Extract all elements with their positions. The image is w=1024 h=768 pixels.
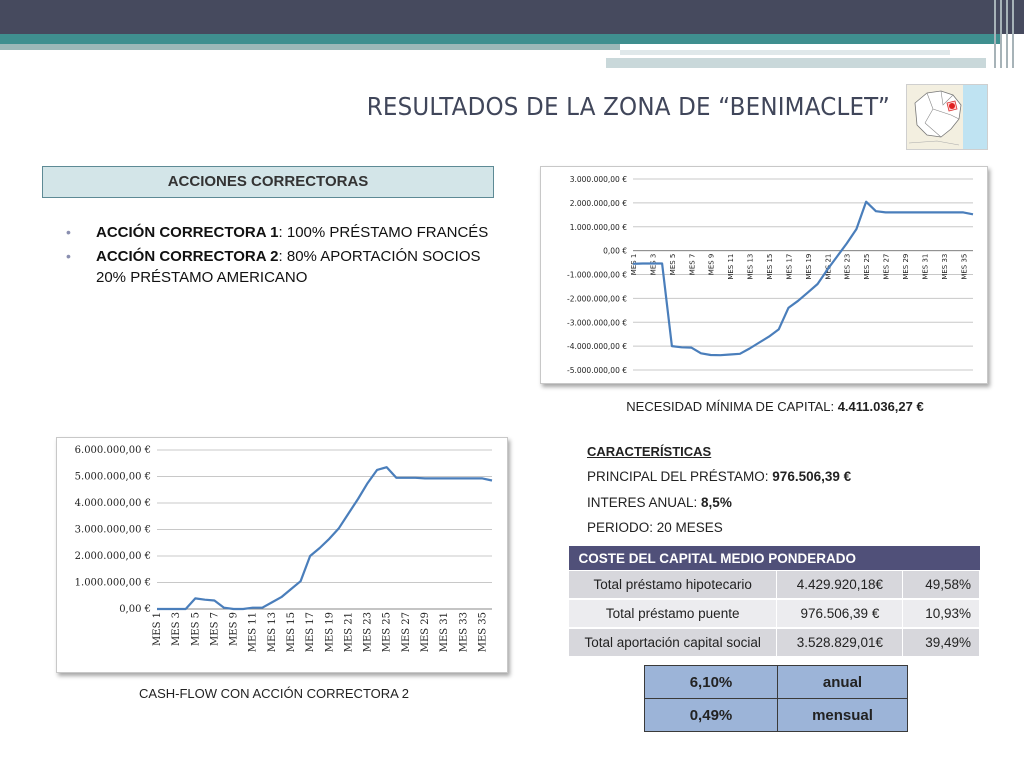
x-tick-label: MES 9 bbox=[228, 612, 240, 646]
wacc-table bbox=[568, 546, 980, 658]
y-tick-label: 2.000.000,00 € bbox=[74, 551, 151, 562]
y-tick-label: 5.000.000,00 € bbox=[74, 471, 151, 483]
x-tick-label: MES 31 bbox=[439, 612, 451, 653]
x-tick-label: MES 19 bbox=[804, 253, 813, 280]
accion-2-text: : 80% APORTACIÓN SOCIOS 20% PRÉSTAMO AMERICANO bbox=[96, 248, 481, 286]
table-cell: 976.506,39 € bbox=[777, 599, 903, 628]
cash-flow-chart bbox=[56, 437, 508, 673]
table-cell: Total aportación capital social bbox=[569, 628, 777, 657]
district-map-image bbox=[906, 84, 988, 150]
table-cell: 4.429.920,18€ bbox=[777, 571, 903, 600]
x-tick-label: MES 17 bbox=[305, 612, 317, 653]
rate-table bbox=[644, 665, 908, 732]
y-tick-label: -5.000.000,00 € bbox=[567, 366, 627, 375]
header-bar-light bbox=[606, 58, 986, 68]
header-stripe bbox=[994, 0, 996, 68]
bullet-icon: • bbox=[66, 248, 71, 264]
acciones-list bbox=[64, 222, 494, 291]
wacc-table-header: COSTE DEL CAPITAL MEDIO PONDERADO bbox=[569, 546, 980, 571]
header-stripe bbox=[1000, 0, 1002, 68]
x-tick-label: MES 23 bbox=[362, 612, 374, 653]
y-tick-label: 0,00 € bbox=[119, 604, 151, 615]
x-tick-label: MES 1 bbox=[630, 253, 638, 276]
rate-value: 6,10% bbox=[645, 666, 778, 699]
list-item bbox=[64, 246, 494, 288]
capital-need-chart-svg bbox=[541, 167, 987, 383]
y-tick-label: -1.000.000,00 € bbox=[567, 270, 627, 280]
header-bar-gray bbox=[0, 44, 620, 50]
table-cell: 49,58% bbox=[903, 571, 980, 600]
y-tick-label: 3.000.000,00 € bbox=[74, 524, 151, 536]
x-tick-label: MES 7 bbox=[209, 612, 221, 646]
header-stripe bbox=[1006, 0, 1008, 68]
principal-label: PRINCIPAL DEL PRÉSTAMO: bbox=[587, 469, 773, 484]
x-tick-label: MES 29 bbox=[902, 253, 910, 280]
header-stripe bbox=[1012, 0, 1014, 68]
x-tick-label: MES 25 bbox=[863, 253, 872, 280]
y-tick-label: 1.000.000,00 € bbox=[74, 577, 151, 589]
periodo-line: PERIODO: 20 MESES bbox=[587, 520, 723, 535]
x-tick-label: MES 11 bbox=[727, 253, 736, 280]
x-tick-label: MES 21 bbox=[343, 612, 355, 653]
interes-value: 8,5% bbox=[701, 495, 732, 510]
x-tick-label: MES 21 bbox=[824, 253, 833, 280]
x-tick-label: MES 27 bbox=[400, 612, 412, 653]
x-tick-label: MES 13 bbox=[746, 253, 755, 280]
x-tick-label: MES 17 bbox=[785, 253, 794, 280]
x-tick-label: MES 13 bbox=[266, 612, 278, 653]
x-tick-label: MES 15 bbox=[286, 612, 297, 653]
y-tick-label: 3.000.000,00 € bbox=[569, 175, 627, 184]
cash-flow-caption: CASH-FLOW CON ACCIÓN CORRECTORA 2 bbox=[139, 686, 409, 701]
series-line bbox=[157, 467, 492, 609]
rate-period: mensual bbox=[778, 699, 908, 732]
interes-line bbox=[587, 495, 732, 510]
capital-need-label: NECESIDAD MÍNIMA DE CAPITAL: bbox=[626, 399, 838, 414]
y-tick-label: 4.000.000,00 € bbox=[74, 498, 151, 509]
bullet-icon: • bbox=[66, 224, 71, 240]
table-cell: Total préstamo hipotecario bbox=[569, 571, 777, 600]
accion-1-title: ACCIÓN CORRECTORA 1 bbox=[96, 224, 279, 241]
principal-value: 976.506,39 € bbox=[772, 469, 852, 484]
x-tick-label: MES 35 bbox=[960, 253, 969, 280]
rate-period: anual bbox=[778, 666, 908, 699]
x-tick-label: MES 33 bbox=[940, 253, 949, 280]
x-tick-label: MES 3 bbox=[649, 253, 658, 276]
caracteristicas-heading: CARACTERÍSTICAS bbox=[587, 444, 712, 459]
x-tick-label: MES 33 bbox=[458, 612, 470, 653]
accion-2-title: ACCIÓN CORRECTORA 2 bbox=[96, 248, 279, 265]
header-bar-dark bbox=[0, 0, 1024, 34]
table-row bbox=[645, 699, 908, 732]
x-tick-label: MES 31 bbox=[921, 253, 930, 280]
table-row bbox=[569, 571, 980, 600]
table-row bbox=[569, 599, 980, 628]
y-tick-label: -4.000.000,00 € bbox=[567, 342, 627, 352]
x-tick-label: MES 9 bbox=[707, 253, 716, 276]
table-row bbox=[645, 666, 908, 699]
capital-need-chart bbox=[540, 166, 988, 384]
x-tick-label: MES 15 bbox=[766, 253, 774, 280]
list-item bbox=[64, 222, 494, 243]
principal-line bbox=[587, 469, 851, 484]
y-tick-label: 1.000.000,00 € bbox=[569, 222, 627, 232]
x-tick-label: MES 5 bbox=[668, 253, 677, 276]
capital-need-caption bbox=[540, 399, 1010, 414]
header-bar-teal bbox=[0, 34, 1000, 44]
interes-label: INTERES ANUAL: bbox=[587, 495, 702, 510]
table-cell: 39,49% bbox=[903, 628, 980, 657]
y-tick-label: 2.000.000,00 € bbox=[569, 198, 627, 208]
header-bar-accent bbox=[620, 50, 950, 55]
table-cell: 3.528.829,01€ bbox=[777, 628, 903, 657]
rate-value: 0,49% bbox=[645, 699, 778, 732]
x-tick-label: MES 5 bbox=[190, 612, 202, 646]
y-tick-label: 6.000.000,00 € bbox=[74, 445, 151, 456]
table-cell: Total préstamo puente bbox=[569, 599, 777, 628]
y-tick-label: 0,00 € bbox=[603, 246, 627, 256]
x-tick-label: MES 23 bbox=[843, 253, 852, 280]
cash-flow-chart-svg bbox=[57, 438, 507, 672]
x-tick-label: MES 25 bbox=[381, 612, 393, 653]
accion-1-text: : 100% PRÉSTAMO FRANCÉS bbox=[278, 224, 489, 241]
y-tick-label: -2.000.000,00 € bbox=[567, 294, 627, 304]
x-tick-label: MES 35 bbox=[477, 612, 489, 653]
x-tick-label: MES 29 bbox=[420, 612, 431, 653]
table-cell: 10,93% bbox=[903, 599, 980, 628]
y-tick-label: -3.000.000,00 € bbox=[567, 318, 627, 328]
x-tick-label: MES 11 bbox=[247, 612, 259, 653]
page-title: RESULTADOS DE LA ZONA DE “BENIMACLET” bbox=[366, 92, 890, 121]
capital-need-value: 4.411.036,27 € bbox=[837, 399, 924, 414]
table-row bbox=[569, 628, 980, 657]
x-tick-label: MES 7 bbox=[688, 253, 697, 276]
x-tick-label: MES 27 bbox=[882, 253, 891, 280]
x-tick-label: MES 3 bbox=[171, 612, 183, 646]
x-tick-label: MES 19 bbox=[324, 612, 336, 653]
x-tick-label: MES 1 bbox=[152, 612, 163, 646]
acciones-heading: ACCIONES CORRECTORAS bbox=[42, 166, 494, 198]
